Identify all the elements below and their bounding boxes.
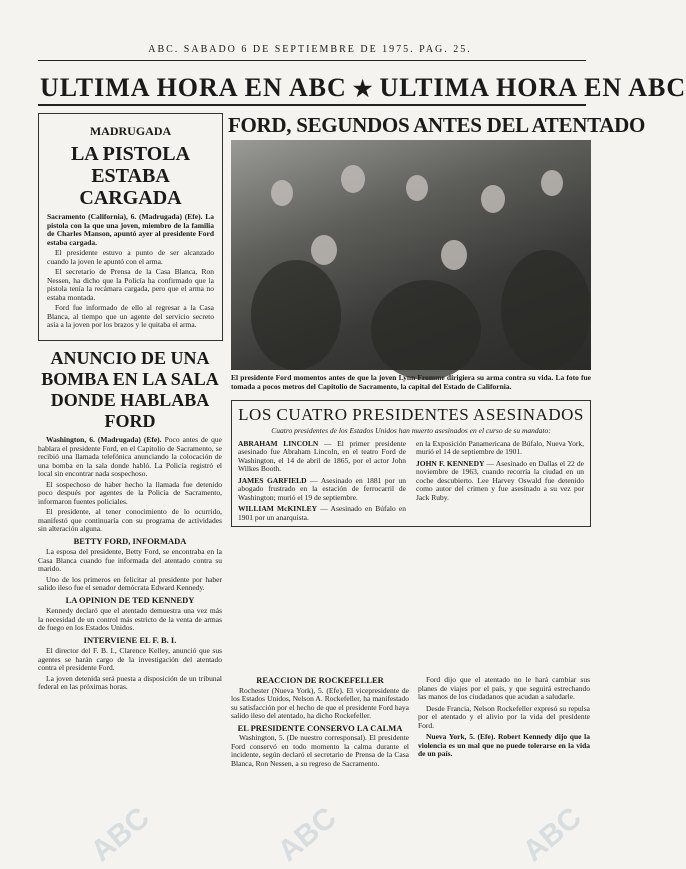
bomb-sub1: BETTY FORD, INFORMADA [73,535,187,546]
calma-sub: EL PRESIDENTE CONSERVO LA CALMA [237,722,403,733]
pistol-box [38,113,223,341]
box-body [39,209,222,330]
watermark: ABC [84,801,156,869]
star-icon: ★ [352,76,374,101]
rockefeller-text: Rochester (Nueva York), 5. (Efe). El vicepresidente de los Estados Unidos, Nelson A. Rockefeller, ha manifestado su satisfacción por el hecho de que el presidente Ford haya salido ileso del atentado, ha dicho Rockefeller. [231,685,409,720]
box-p3: El secretario de Prensa de la Casa Blanca, Ron Nessen, ha dicho que la Policía ha confirmado que la pistola tenía la recámara cargada, pero que el arma no estaba montada. [47,267,214,302]
right-text: Ford dijo que el atentado no le hará cambiar sus planes de viajes por el país, y que seguirá estrechando las manos de los ciudadanos que acudan a saludarle. [418,675,590,701]
bomb-story [38,348,222,692]
lower-right-column [418,676,590,759]
rockefeller-sub: REACCION DE ROCKEFELLER [256,675,384,685]
photo-face [541,170,563,196]
pres3-text: Asesinado en Búfalo en 1901 por un anarquista. [238,504,406,522]
pres1-name: ABRAHAM LINCOLN [238,438,319,448]
bomb-sub3: INTERVIENE EL F. B. I. [83,634,177,645]
box-p2: El presidente estuvo a punto de ser alcanzado cuando la joven le apuntó con el arma. [47,248,214,266]
bomb-p1-lead: Washington, 6. (Madrugada) (Efe). [46,435,162,444]
box-headline: LA PISTOLA ESTABA CARGADA [70,143,191,209]
bomb-sub2: LA OPINION DE TED KENNEDY [65,594,195,605]
bomb-p4: La esposa del presidente, Betty Ford, se encontraba en la Casa Blanca cuando fue informada del atentado contra su marido. [38,547,222,573]
photo-face [341,165,365,193]
banner [40,73,686,103]
bomb-body [38,436,222,692]
bomb-p2: El sospechoso de haber hecho la llamada fue detenido poco después por agentes de la Policía de Sacramento, informaron fuentes policiales. [38,479,222,506]
photo-face [311,235,337,265]
bomb-headline: ANUNCIO DE UNA BOMBA EN LA SALA DONDE HABLABA FORD [41,348,219,431]
right-bold: Robert Kennedy dijo que la violencia es un mal que no puede tolerarse en la vida de un país. [418,732,591,758]
pres1-text: El primer presidente asesinado fue Abraham Lincoln, en el teatro Ford de Washington, el 14 de abril de 1865, por el actor John Wilkes Booth. [238,438,407,473]
pres4-text: Asesinado en Dallas el 22 de noviembre de 1963, cuando recorría la ciudad en un coche descubierto. Lee Harvey Oswald fue detenido como autor del crimen y fue asesinado a su vez por Jack Ruby. [416,458,585,502]
rule [38,60,586,61]
photo-face [481,185,505,213]
banner-right: ULTIMA HORA EN ABC [379,73,686,102]
presidents-headline: LOS CUATRO PRESIDENTES ASESINADOS [238,405,584,424]
presidents-columns [232,438,590,527]
bomb-p6: Kennedy declaró que el atentado demuestra una vez más la necesidad de un control más estricto de la venta de armas de fuego en los Estados Unidos. [38,606,222,632]
watermark: ABC [516,801,588,869]
presidents-intro: Cuatro presidentes de los Estados Unidos han muerto asesinados en el curso de su mandato: [271,426,551,435]
box-p1-lead: Sacramento (California), 6. (Madrugada) (Efe). [47,212,203,221]
calma-text: Washington, 5. (De nuestro corresponsal). El presidente Ford conservó en todo momento la calma durante el incidente, según declaró el secretario de Prensa de la Casa Blanca, Ron Nessen, a su regreso de Sacramento. [231,733,409,768]
photo-shadow [371,280,481,380]
bomb-p8: La joven detenida será puesta a disposición de un tribunal federal en las próximas horas. [38,673,222,691]
presidents-col2: en la Exposición Panamericana de Búfalo, Nueva York, murió el 14 de septiembre de 1901. JOHN F. KENNEDY — Asesinado en Dallas el 22 de noviembre de 1963, cuando recorría la ciudad en un coche descubierto. Lee Harvey Oswald fue detenido como autor del crimen y fue asesinado a su vez por Jack Ruby. [416,438,585,502]
pres3-name: WILLIAM McKINLEY [238,504,318,513]
watermark: ABC [271,801,343,869]
right-text2: Desde Francia, Nelson Rockefeller expresó su repulsa por el atentado y el alivio por la vida del presidente Ford. [418,703,590,730]
pres2-name: JAMES GARFIELD [238,475,307,485]
pres2-text: Asesinado en 1881 por un abogado frustrado en la estación de ferrocarril de Washington; murió el 19 de septiembre. [238,475,406,502]
photo-face [441,240,467,270]
photo-face [271,180,293,206]
pres4-name: JOHN F. KENNEDY [416,458,485,468]
photo-face [406,175,428,201]
rule [38,104,586,106]
presidents-col1: ABRAHAM LINCOLN — El primer presidente asesinado fue Abraham Lincoln, en el teatro Ford de Washington, el 14 de abril de 1865, por el actor John Wilkes Booth. JAMES GARFIELD — Asesinado en 1881 por un abogado frustrado en la estación de ferrocarril de Washington; murió el 19 de septiembre. WILLIAM McKINLEY — Asesinado en Búfalo en 1901 por un anarquista. [238,438,407,522]
bomb-p1: Poco antes de que hablara el presidente Ford, en el Capitolio de Sacramento, se recibió una llamada telefónica anunciando la colocación de una bomba en la sala donde habló. La Policía registró el local sin encontrar nada sospechoso. [38,435,222,478]
pres-col2-text: en la Exposición Panamericana de Búfalo, Nueva York, murió el 14 de septiembre de 1901. [416,438,584,456]
lower-mid-column [231,676,409,768]
photo-shadow [501,250,591,370]
photo-shadow [251,260,341,370]
main-headline: FORD, SEGUNDOS ANTES DEL ATENTADO [228,113,646,137]
bomb-p5: Uno de los primeros en felicitar al presidente por haber salido ileso fue el senador demócrata Edward Kennedy. [38,574,222,592]
presidents-box [231,400,591,527]
box-p4: Ford fue informado de ello al regresar a la Casa Blanca, al tiempo que un agente del servicio secreto asía a la joven por los brazos y le quitaba el arma. [47,303,214,329]
crowd-photo [231,140,591,370]
bomb-p7: El director del F. B. I., Clarence Kelley, anunció que sus agentes se harán cargo de la investigación del atentado contra el presidente Ford. [38,646,222,672]
right-bold-lead: Nueva York, 5. (Efe). [426,732,496,741]
running-head: ABC. SABADO 6 DE SEPTIEMBRE DE 1975. PAG. 25. [148,44,472,55]
box-p1: La pistola con la que una joven, miembro de la familia de Charles Manson, apuntó ayer al presidente Ford estaba cargada. [47,212,214,247]
banner-left: ULTIMA HORA EN ABC [40,73,347,102]
bomb-p3: El presidente, al tener conocimiento de lo ocurrido, manifestó que continuaría con su programa de actividades sin alteración alguna. [38,507,222,533]
photo-caption: El presidente Ford momentos antes de que la joven Lynn Fromme dirigiera su arma contra su vida. La foto fue tomada a pocos metros del Capitolio de Sacramento, la capital del Estado de California. [231,373,591,391]
box-kicker: MADRUGADA [89,124,172,138]
